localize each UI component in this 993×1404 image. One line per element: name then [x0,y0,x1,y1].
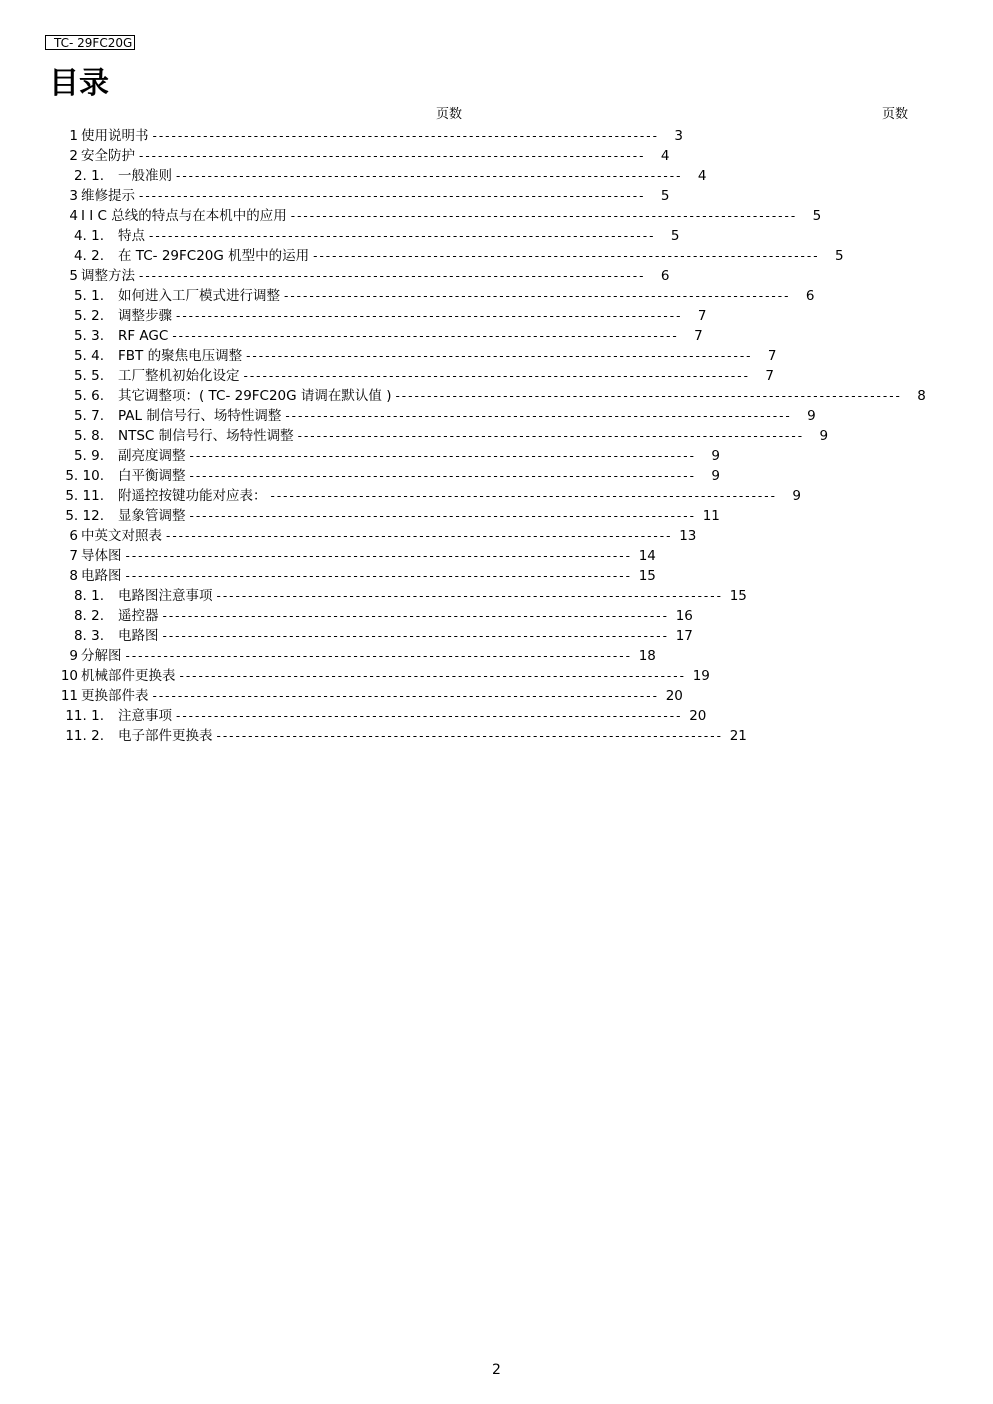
toc-entry[interactable] [52,586,747,606]
toc-entry-number: 10 [60,668,78,684]
toc-dot-leader: -------------------------------------------------------------------------------- [166,529,673,543]
toc-entry[interactable] [52,546,656,566]
toc-dot-leader: -------------------------------------------------------------------------------- [162,629,669,643]
toc-entry-number: 11. 2. [65,728,104,744]
toc-dot-leader: -------------------------------------------------------------------------------- [243,369,750,383]
toc-entry-label: 如何进入工厂模式进行调整 [118,288,280,304]
toc-entry[interactable] [52,666,710,686]
toc-entry[interactable] [52,506,720,526]
page-column-header-right: 页数 [882,107,909,122]
toc-entry-label: I I C 总线的特点与在本机中的应用 [81,208,287,224]
toc-dot-leader: -------------------------------------------------------------------------------- [125,569,632,583]
toc-dot-leader: -------------------------------------------------------------------------------- [149,229,656,243]
toc-entry-label: 其它调整项：( TC- 29FC20G 请调在默认值 ) [118,388,392,404]
toc-entry-page: 7 [697,308,707,324]
toc-entry[interactable] [52,426,829,446]
toc-entry-label: 调整方法 [81,268,135,284]
toc-entry-number: 2 [69,148,78,164]
toc-entry-number: 2. 1. [73,168,104,184]
toc-dot-leader: -------------------------------------------------------------------------------- [152,129,659,143]
toc-entry-number: 11 [60,688,78,704]
toc-entry-page: 5 [660,188,670,204]
toc-entry-number: 3 [69,188,78,204]
toc-entry[interactable] [52,306,707,326]
toc-dot-leader: -------------------------------------------------------------------------------- [125,649,632,663]
toc-entry-number: 5. 3. [73,328,104,344]
toc-entry-label: 电路图注意事项 [118,588,213,604]
toc-entry-number: 8. 1. [73,588,104,604]
toc-entry-label: NTSC 制信号行、场特性调整 [118,428,294,444]
toc-entry[interactable] [52,186,670,206]
toc-entry-page: 11 [702,508,720,524]
toc-entry-label: 在 TC- 29FC20G 机型中的运用 [118,248,310,264]
toc-entry[interactable] [52,446,720,466]
toc-dot-leader: -------------------------------------------------------------------------------- [290,209,798,223]
toc-entry-label: 调整步骤 [118,308,172,324]
toc-entry-number: 5. 1. [73,288,104,304]
toc-entry-label: 维修提示 [81,188,135,204]
toc-entry-label: FBT 的聚焦电压调整 [118,348,243,364]
toc-entry-label: RF AGC [118,328,169,344]
toc-entry-number: 5. 7. [73,408,104,424]
toc-entry-label: 电路图 [118,628,159,644]
toc-entry-page: 7 [767,348,777,364]
toc-dot-leader: -------------------------------------------------------------------------------- [139,149,646,163]
toc-entry-page: 5 [834,248,844,264]
toc-entry-page: 17 [675,628,693,644]
toc-entry-number: 11. 1. [65,708,104,724]
toc-dot-leader: -------------------------------------------------------------------------------- [313,249,820,263]
toc-entry-number: 5. 12. [65,508,104,524]
toc-entry[interactable] [52,346,777,366]
toc-entry-label: 特点 [118,228,145,244]
toc-entry-page: 5 [812,208,822,224]
toc-entry-page: 20 [689,708,707,724]
toc-entry-page: 7 [765,368,774,384]
toc-dot-leader: -------------------------------------------------------------------------------- [152,689,659,703]
toc-entry-label: 注意事项 [118,708,172,724]
toc-entry-page: 7 [694,328,703,344]
toc-entry[interactable] [52,646,656,666]
toc-entry-page: 14 [638,548,656,564]
toc-entry-label: 中英文对照表 [81,528,162,544]
toc-entry-page: 16 [675,608,693,624]
toc-entry[interactable] [52,146,670,166]
toc-dot-leader: -------------------------------------------------------------------------------- [172,329,679,343]
toc-entry-number: 5. 4. [73,348,104,364]
toc-entry-label: 遥控器 [118,608,159,624]
toc-entry[interactable] [52,166,707,186]
toc-dot-leader: -------------------------------------------------------------------------------- [125,549,632,563]
toc-entry[interactable] [52,686,683,706]
toc-dot-leader: -------------------------------------------------------------------------------- [297,429,805,443]
toc-entry-number: 5. 2. [73,308,104,324]
toc-entry-page: 19 [692,668,710,684]
toc-entry-page: 9 [792,488,801,504]
toc-entry-label: 使用说明书 [81,128,149,144]
toc-entry[interactable] [52,406,816,426]
toc-entry-number: 8. 2. [73,608,104,624]
toc-entry-number: 5. 11. [65,488,104,504]
toc-entry-page: 4 [660,148,670,164]
toc-entry-number: 5 [69,268,78,284]
toc-entry-page: 15 [638,568,656,584]
page-number: 2 [492,1362,501,1378]
toc-entry-number: 5. 6. [73,388,104,404]
toc-entry[interactable] [52,246,844,266]
toc-dot-leader: -------------------------------------------------------------------------------- [216,729,723,743]
toc-entry-page: 9 [711,468,720,484]
toc-entry-number: 9 [69,648,78,664]
toc-entry-label: 电子部件更换表 [118,728,213,744]
toc-entry-page: 13 [679,528,697,544]
toc-entry-label: 分解图 [81,648,122,664]
toc-dot-leader: -------------------------------------------------------------------------------- [395,389,902,403]
toc-dot-leader: -------------------------------------------------------------------------------- [162,609,669,623]
toc-entry[interactable] [52,266,670,286]
toc-entry-label: 导体图 [81,548,122,564]
toc-entry-number: 4 [69,208,78,224]
toc-dot-leader: -------------------------------------------------------------------------------- [176,709,683,723]
toc-entry-page: 8 [917,388,926,404]
toc-entry[interactable] [52,366,774,386]
toc-dot-leader: -------------------------------------------------------------------------------- [285,409,792,423]
toc-entry-page: 18 [638,648,656,664]
toc-dot-leader: -------------------------------------------------------------------------------- [179,669,686,683]
model-number-box: TC- 29FC20G [45,35,135,50]
toc-dot-leader: -------------------------------------------------------------------------------- [284,289,791,303]
toc-dot-leader: -------------------------------------------------------------------------------- [216,589,723,603]
toc-entry[interactable] [52,206,822,226]
toc-dot-leader: -------------------------------------------------------------------------------- [139,189,646,203]
toc-dot-leader: -------------------------------------------------------------------------------- [189,509,696,523]
toc-entry[interactable] [52,706,707,726]
toc-entry-page: 4 [697,168,707,184]
toc-entry-number: 7 [69,548,78,564]
toc-entry-page: 6 [805,288,815,304]
toc-dot-leader: -------------------------------------------------------------------------------- [189,469,696,483]
toc-entry[interactable] [52,126,683,146]
toc-entry-number: 5. 9. [73,448,104,464]
toc-entry-page: 21 [729,728,747,744]
toc-entry-number: 5. 10. [65,468,104,484]
toc-entry-number: 4. 1. [73,228,104,244]
toc-entry[interactable] [52,386,926,406]
toc-entry[interactable] [52,566,656,586]
toc-entry[interactable] [52,486,801,506]
toc-entry-number: 5. 5. [73,368,104,384]
toc-entry[interactable] [52,226,680,246]
toc-entry[interactable] [52,326,703,346]
toc-entry-number: 1 [69,128,78,144]
toc-dot-leader: -------------------------------------------------------------------------------- [176,169,683,183]
toc-entry-page: 20 [665,688,683,704]
toc-entry-label: 安全防护 [81,148,135,164]
toc-entry-label: 更换部件表 [81,688,149,704]
toc-entry-number: 8. 3. [73,628,104,644]
toc-entry-label: 附遥控按键功能对应表： [118,488,267,504]
table-of-contents [52,126,926,746]
toc-dot-leader: -------------------------------------------------------------------------------- [139,269,646,283]
toc-entry-label: 显象管调整 [118,508,186,524]
toc-dot-leader: -------------------------------------------------------------------------------- [176,309,683,323]
toc-dot-leader: -------------------------------------------------------------------------------- [246,349,753,363]
page-title: 目录 [49,66,109,101]
toc-entry-label: 一般准则 [118,168,172,184]
toc-entry-number: 6 [69,528,78,544]
toc-entry-label: PAL 制信号行、场特性调整 [118,408,282,424]
toc-entry-number: 8 [69,568,78,584]
toc-entry-page: 3 [674,128,683,144]
toc-entry[interactable] [52,526,697,546]
toc-dot-leader: -------------------------------------------------------------------------------- [270,489,777,503]
toc-entry-label: 工厂整机初始化设定 [118,368,240,384]
toc-entry[interactable] [52,606,693,626]
toc-entry-label: 副亮度调整 [118,448,186,464]
toc-entry[interactable] [52,626,693,646]
toc-entry[interactable] [52,466,720,486]
toc-entry-label: 电路图 [81,568,122,584]
toc-entry-page: 9 [819,428,829,444]
toc-entry-page: 6 [660,268,670,284]
toc-entry-page: 9 [807,408,816,424]
toc-entry-label: 白平衡调整 [118,468,186,484]
toc-entry-page: 15 [729,588,747,604]
toc-entry-page: 9 [711,448,720,464]
toc-entry-label: 机械部件更换表 [81,668,176,684]
page-column-header-left: 页数 [436,107,463,122]
toc-dot-leader: -------------------------------------------------------------------------------- [189,449,696,463]
toc-entry-number: 5. 8. [73,428,104,444]
toc-entry-page: 5 [670,228,680,244]
toc-entry[interactable] [52,726,747,746]
toc-entry[interactable] [52,286,815,306]
toc-entry-number: 4. 2. [73,248,104,264]
